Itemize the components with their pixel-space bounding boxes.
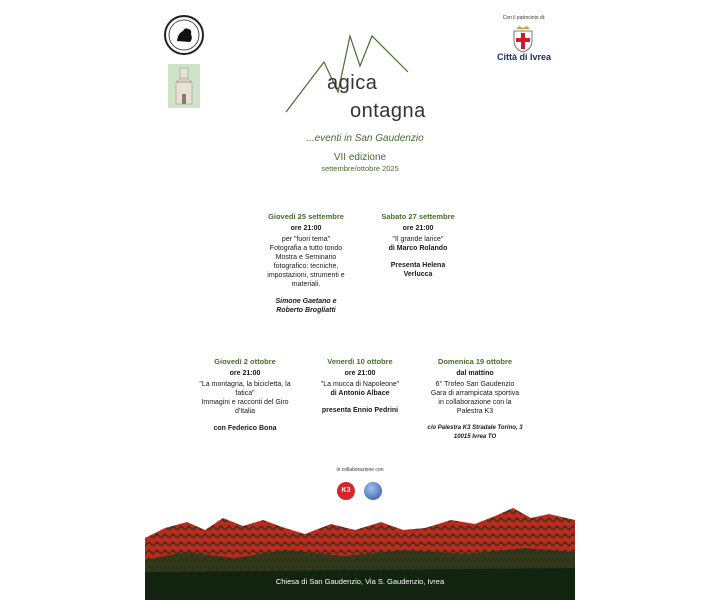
event-day: Venerdì 10 ottobre [327, 357, 393, 366]
event-desc: 6° Trofeo San Gaudenzio [435, 381, 515, 388]
k3-logo-icon: K3 [337, 482, 355, 500]
event-card [190, 357, 300, 433]
subtitle: ...eventi in San Gaudenzio [306, 133, 424, 144]
event-day: Domenica 19 ottobre [437, 357, 513, 366]
event-card [310, 357, 410, 415]
collaboration-label: in collaborazione con [336, 467, 384, 473]
event-desc: Immagini e racconti del Giro [201, 399, 289, 406]
event-time: ore 21:00 [290, 225, 322, 232]
event-desc: in collaborazione con la [438, 399, 512, 406]
event-day: Giovedì 2 ottobre [214, 357, 276, 366]
edition: VII edizione [333, 152, 387, 163]
event-presenter: Presenta Helena [390, 262, 446, 269]
event-desc: fotografico: tecniche, [273, 263, 339, 270]
event-speaker: Simone Gaetano e [275, 298, 337, 305]
event-desc: materiali. [291, 281, 321, 288]
title-line-2: ontagna [350, 100, 426, 122]
event-presenter: Verlucca [403, 271, 433, 278]
event-speaker: Roberto Brogliatti [276, 307, 336, 314]
period: settembre/ottobre 2025 [321, 164, 399, 173]
event-time: dal mattino [456, 370, 494, 377]
event-desc: per "fuori tema" [281, 236, 331, 243]
event-desc: Mostra e Seminario [275, 254, 337, 261]
city-name: Città di Ivrea [496, 52, 552, 62]
title-line-1: agica [327, 72, 378, 94]
event-desc: "La montagna, la bicicletta, la [199, 381, 291, 388]
event-presenter: con Federico Bona [213, 425, 277, 432]
event-author: di Antonio Albace [330, 390, 390, 397]
event-address: c/o Palestra K3 Stradale Torino, 3 [427, 425, 523, 431]
event-desc: "Il grande larice" [392, 236, 444, 243]
event-card [256, 212, 356, 315]
globe-logo-icon [364, 482, 382, 500]
event-card [368, 212, 468, 279]
event-time: ore 21:00 [229, 370, 261, 377]
event-desc: fatica" [235, 390, 255, 397]
event-day: Giovedì 25 settembre [268, 212, 344, 221]
association-logo-icon [164, 15, 204, 55]
event-card [420, 357, 530, 442]
event-desc: Palestra K3 [456, 408, 494, 415]
event-desc: Gara di arrampicata sportiva [430, 390, 520, 397]
event-desc: impostazioni, strumenti e [267, 272, 345, 279]
event-desc: Fotografia a tutto tondo [269, 245, 343, 252]
patronage-label: Con il patrocinio di: [502, 15, 546, 21]
event-desc: "La mucca di Napoleone" [320, 381, 400, 388]
event-time: ore 21:00 [344, 370, 376, 377]
footer-location: Chiesa di San Gaudenzio, Via S. Gaudenzio, Ivrea [275, 577, 445, 586]
city-crest-icon [510, 25, 536, 53]
event-presenter: presenta Ennio Pedrini [321, 407, 399, 414]
event-address: 10015 Ivrea TO [453, 434, 497, 440]
church-icon [168, 64, 200, 108]
event-desc: d'Italia [234, 408, 255, 415]
event-author: di Marco Rolando [388, 245, 448, 252]
event-day: Sabato 27 settembre [381, 212, 455, 221]
event-time: ore 21:00 [402, 225, 434, 232]
